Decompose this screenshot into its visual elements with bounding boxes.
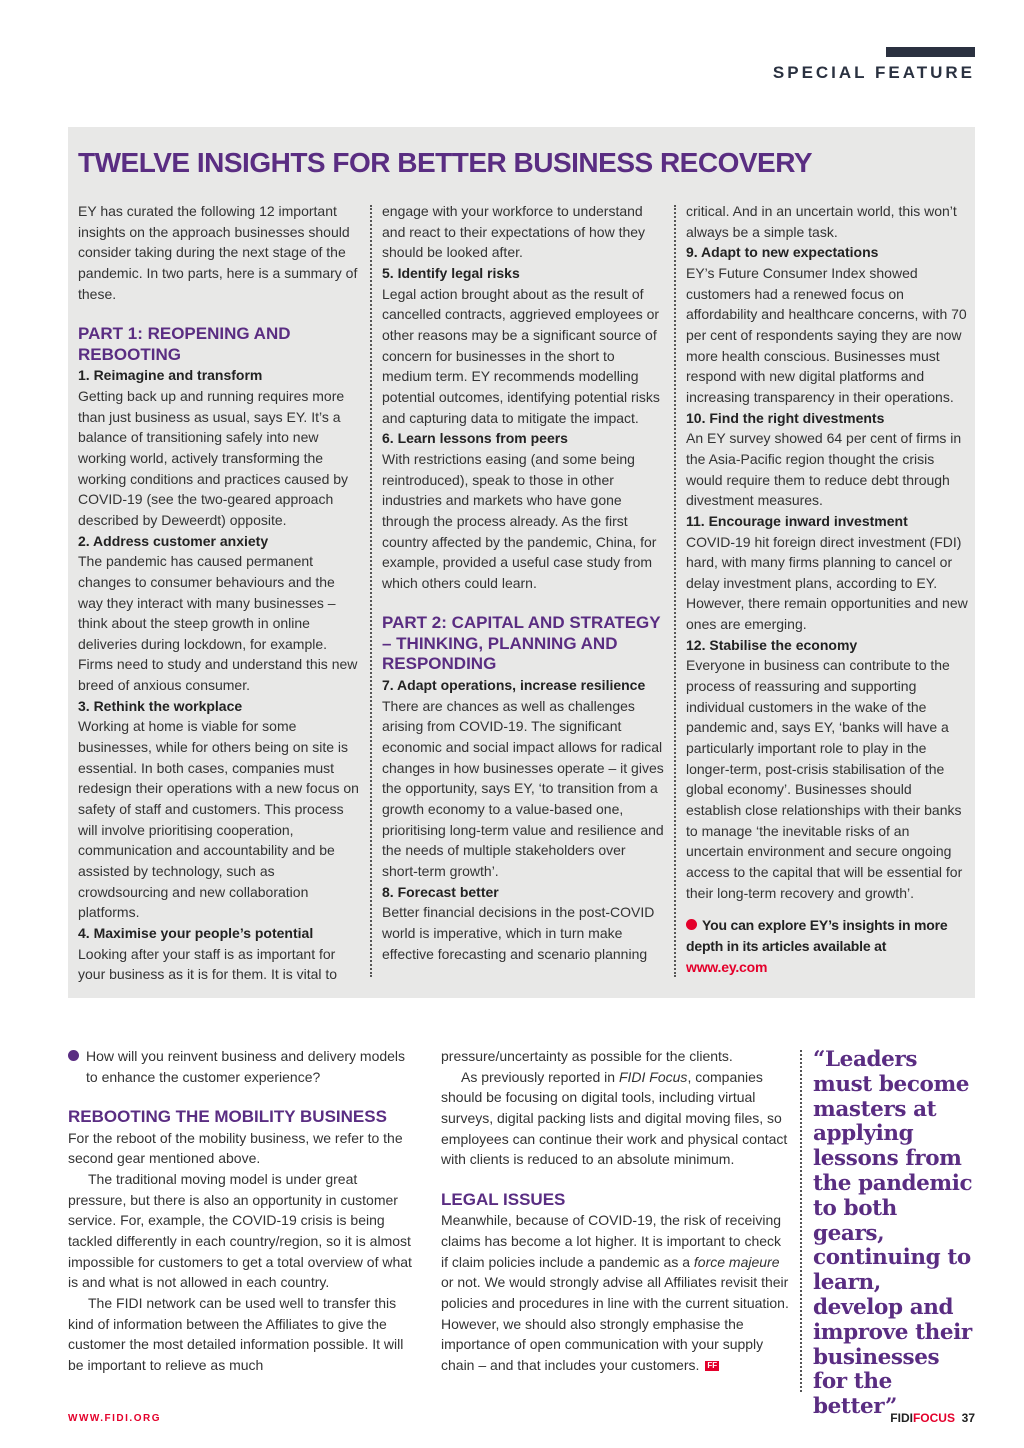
subheading: 12. Stabilise the economy <box>686 636 858 653</box>
paragraph: The traditional moving model is under great pressure, but there is also an opportunity in customer service. For, example, the COVID-19 crisis is being tackled differently in each country/region, so it is almost impossible for customers to get a total overview of what is and what is not allowed in each country. <box>68 1171 412 1291</box>
subheading: 5. Identify legal risks <box>382 264 520 281</box>
article-column-1 <box>68 1046 418 1376</box>
ey-link[interactable]: www.ey.com <box>686 958 768 975</box>
paragraph: Working at home is viable for some businesses, while for others being on site is essential. In both cases, companies must redesign their operations with a new focus on safety of staff and customers. This process will involve prioritising cooperation, communication and accountability and be assisted by technology, such as crowdsourcing and new collaboration platforms. <box>78 718 359 921</box>
brand-fidi: FIDI <box>890 1411 913 1425</box>
paragraph: Getting back up and running requires more than just business as usual, says EY. It’s a balance of transitioning safely into new working world, actively transforming the working conditions and practices caused by COVID-19 (see the two-geared approach described by Deweerdt) opposite. <box>78 387 349 528</box>
section-heading: PART 2: CAPITAL AND STRATEGY – THINKING, PLANNING AND RESPONDING <box>382 613 661 674</box>
ey-note <box>686 915 968 977</box>
brand-focus: FOCUS <box>912 1411 955 1425</box>
italic-text: force majeure <box>693 1253 780 1270</box>
bullet-icon <box>68 1050 79 1061</box>
footer-website[interactable]: WWW.FIDI.ORG <box>68 1413 161 1424</box>
paragraph: An EY survey showed 64 per cent of firms in the Asia-Pacific region thought the crisis would require them to reduce debt through divestment measures. <box>686 430 962 509</box>
spacer <box>78 304 360 324</box>
header-accent-bar <box>886 47 975 57</box>
bullet-item <box>68 1046 418 1087</box>
paragraph: EY has curated the following 12 important insights on the approach businesses should consider taking during the next stage of the pandemic. In two parts, here is a summary of these. <box>78 203 358 302</box>
paragraph <box>441 1067 791 1170</box>
box-title: TWELVE INSIGHTS FOR BETTER BUSINESS RECOVERY <box>78 147 813 178</box>
text-run: Meanwhile, because of COVID-19, the risk of receiving claims has become a lot higher. It is important to check if claim policies include a pandemic as a <box>441 1212 782 1270</box>
section-heading: REBOOTING THE MOBILITY BUSINESS <box>68 1107 387 1127</box>
subheading: 8. Forecast better <box>382 883 499 900</box>
note-text: You can explore EY’s insights in more depth in its articles available at <box>686 917 948 954</box>
column-divider <box>674 205 676 977</box>
end-mark-icon: FF <box>707 1361 718 1371</box>
page-number: 37 <box>961 1411 975 1425</box>
text-run: As previously reported in <box>461 1068 619 1085</box>
spacer <box>68 1087 418 1107</box>
paragraph: COVID-19 hit foreign direct investment (FDI) hard, with many firms planning to cancel or delay investment plans, according to EY. However, there remain opportunities and new ones are emerging. <box>686 533 968 633</box>
subheading: 10. Find the right divestments <box>686 409 885 426</box>
paragraph: With restrictions easing (and some being reintroduced), speak to those in other industries and markets who have gone through the process already. As the first country affected by the pandemic, China, for example, provided a useful case study from which others could learn. <box>382 450 657 591</box>
subheading: 1. Reimagine and transform <box>78 367 263 384</box>
paragraph: Better financial decisions in the post-COVID world is imperative, which in turn make effective forecasting and scenario planning <box>382 904 655 962</box>
quote-divider <box>800 1050 802 1392</box>
paragraph: There are chances as well as challenges arising from COVID-19. The significant economic and social impact allows for radical changes in how businesses operate – it gives the opportunity, says EY, ‘to transition from a growth economy to a value-based one, prioritising long-term value and resilience and the needs of multiple stakeholders over short-term growth’. <box>382 697 664 879</box>
column-divider <box>370 205 372 977</box>
subheading: 4. Maximise your people’s potential <box>78 925 314 941</box>
paragraph: pressure/uncertainty as possible for the clients. <box>441 1048 733 1064</box>
paragraph: engage with your workforce to understand and react to their expectations of how they should be looked after. <box>382 203 646 261</box>
spacer <box>382 593 664 613</box>
pull-quote: “Leaders must become masters at applying lessons from the pandemic to both gears, continuing to learn, develop and improve their businesses for the better” <box>813 1047 973 1420</box>
paragraph: critical. And in an uncertain world, this won’t always be a simple task. <box>686 203 957 240</box>
subheading: 9. Adapt to new expectations <box>686 244 879 261</box>
subheading: 2. Address customer anxiety <box>78 532 269 549</box>
article-column-2 <box>441 1046 791 1376</box>
bullet-dot-icon <box>686 919 697 930</box>
box-column-2 <box>382 201 664 964</box>
section-heading: PART 1: REOPENING AND REBOOTING <box>78 324 291 364</box>
box-column-1 <box>78 201 360 985</box>
spacer <box>441 1170 791 1190</box>
subheading: 6. Learn lessons from peers <box>382 430 568 447</box>
paragraph <box>441 1210 791 1375</box>
section-heading: LEGAL ISSUES <box>441 1189 566 1209</box>
italic-text: FIDI Focus <box>618 1068 688 1085</box>
paragraph: For the reboot of the mobility business, we refer to the second gear mentioned above. <box>68 1129 403 1167</box>
bullet-text: How will you reinvent business and delivery models to enhance the customer experience? <box>86 1048 406 1085</box>
paragraph: Looking after your staff is as important for your business as it is for them. It is vital to <box>78 945 338 983</box>
section-label: SPECIAL FEATURE <box>772 63 975 82</box>
paragraph: EY’s Future Consumer Index showed customers had a renewed focus on affordability and healthcare concerns, with 70 per cent of respondents saying they are now more health conscious. Businesses must respond with new digital platforms and increasing transparency in their operations. <box>686 264 967 405</box>
subheading: 3. Rethink the workplace <box>78 697 243 714</box>
subheading: 7. Adapt operations, increase resilience <box>382 676 646 693</box>
insights-box <box>68 127 975 998</box>
paragraph: Everyone in business can contribute to the process of reassuring and supporting individual customers in the wake of the pandemic and, says EY, ‘banks will have a particularly important role to play in the longer-term, post-crisis stabilisation of the global economy’. Businesses should establish close relationships with their banks to manage ‘the inevitable risks of an uncertain environment and secure ongoing access to the capital that will be essential for their long-term recovery and growth’. <box>686 657 963 901</box>
text-run: , companies should be focusing on digital tools, including virtual surveys, digital packing lists and digital moving files, so employees can continue their work and physical contact with clients is reduced to an absolute minimum. <box>441 1068 788 1168</box>
box-column-3 <box>686 201 968 977</box>
paragraph: The pandemic has caused permanent changes to consumer behaviours and the way they interact with many businesses – think about the steep growth in online deliveries during lockdown, for example. Firms need to study and understand this new breed of anxious consumer. <box>78 553 358 694</box>
paragraph: The FIDI network can be used well to transfer this kind of information between the Affiliates to give the customer the most detailed information possible. It will be important to relieve as much <box>68 1295 404 1374</box>
text-run: or not. We would strongly advise all Affiliates revisit their policies and procedures in line with the current situation. However, we should also strongly emphasise the importance of open communication with your supply chain – and that includes your customers. <box>441 1274 789 1374</box>
paragraph: Legal action brought about as the result of cancelled contracts, aggrieved employees or other reasons may be a significant source of concern for businesses in the short to medium term. EY recommends modelling potential outcomes, identifying potential risks and capturing data to mitigate the impact. <box>382 285 660 426</box>
footer-brand <box>890 1411 975 1425</box>
subheading: 11. Encourage inward investment <box>686 512 908 529</box>
